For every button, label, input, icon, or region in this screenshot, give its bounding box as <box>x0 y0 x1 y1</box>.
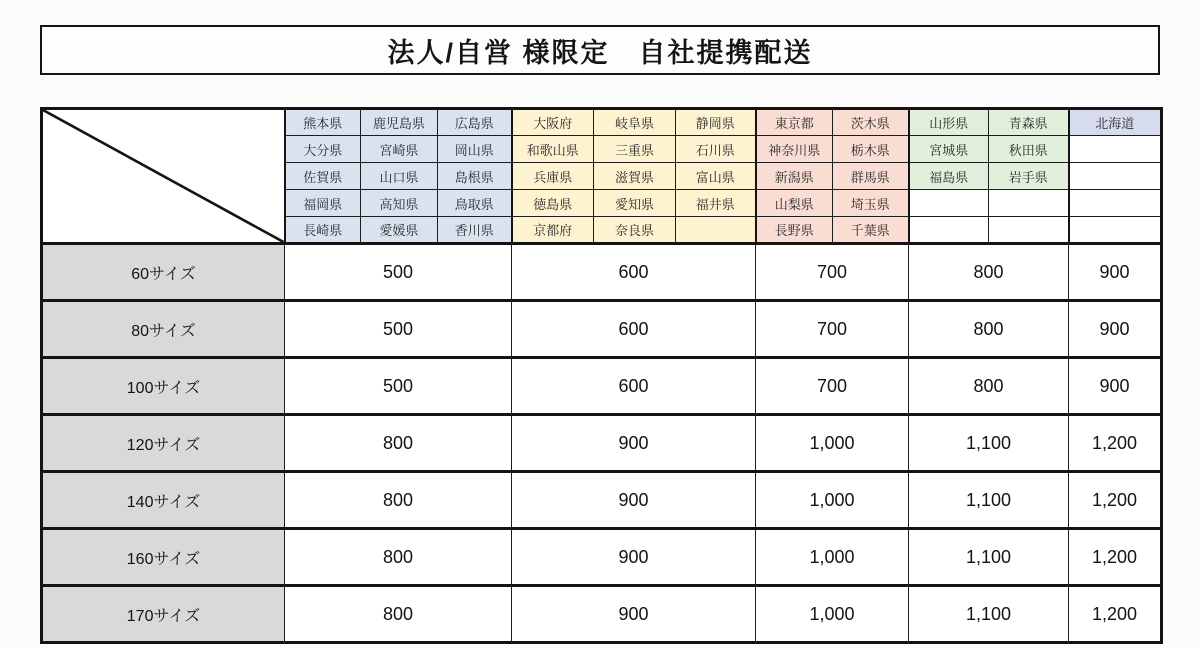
prefecture-cell: 広島県 <box>438 109 512 136</box>
price-cell: 1,200 <box>1069 529 1162 586</box>
prefecture-cell: 宮崎県 <box>361 136 438 163</box>
size-row-100 <box>42 358 1162 415</box>
prefecture-cell: 愛媛県 <box>361 217 438 244</box>
prefecture-cell: 京都府 <box>512 217 594 244</box>
price-cell: 1,000 <box>756 415 909 472</box>
prefecture-cell: 千葉県 <box>833 217 909 244</box>
prefecture-cell: 神奈川県 <box>756 136 833 163</box>
size-label: 60サイズ <box>42 244 285 301</box>
price-cell: 800 <box>909 358 1069 415</box>
prefecture-cell: 東京都 <box>756 109 833 136</box>
prefecture-cell: 栃木県 <box>833 136 909 163</box>
shipping-rate-table <box>40 107 1163 644</box>
prefecture-cell: 愛知県 <box>594 190 676 217</box>
prefecture-cell: 岩手県 <box>989 163 1069 190</box>
price-cell: 600 <box>512 358 756 415</box>
price-cell: 500 <box>285 244 512 301</box>
size-row-170 <box>42 586 1162 643</box>
size-label: 140サイズ <box>42 472 285 529</box>
price-cell: 600 <box>512 244 756 301</box>
price-cell: 700 <box>756 358 909 415</box>
empty-cell <box>676 217 756 244</box>
size-label: 120サイズ <box>42 415 285 472</box>
prefecture-cell: 北海道 <box>1069 109 1162 136</box>
price-cell: 900 <box>512 586 756 643</box>
title-box <box>40 25 1160 75</box>
price-cell: 900 <box>512 472 756 529</box>
prefecture-cell: 香川県 <box>438 217 512 244</box>
price-cell: 900 <box>1069 244 1162 301</box>
price-cell: 1,000 <box>756 529 909 586</box>
empty-cell <box>1069 217 1162 244</box>
prefecture-cell: 和歌山県 <box>512 136 594 163</box>
price-cell: 800 <box>285 529 512 586</box>
prefecture-cell: 埼玉県 <box>833 190 909 217</box>
price-cell: 1,100 <box>909 529 1069 586</box>
empty-cell <box>989 217 1069 244</box>
size-row-120 <box>42 415 1162 472</box>
prefecture-cell: 佐賀県 <box>285 163 361 190</box>
prefecture-cell: 熊本県 <box>285 109 361 136</box>
prefecture-cell: 島根県 <box>438 163 512 190</box>
prefecture-cell: 福井県 <box>676 190 756 217</box>
price-cell: 1,000 <box>756 586 909 643</box>
empty-cell <box>1069 163 1162 190</box>
prefecture-cell: 奈良県 <box>594 217 676 244</box>
diagonal-line-icon <box>43 110 284 242</box>
prefecture-cell: 岐阜県 <box>594 109 676 136</box>
price-cell: 900 <box>512 529 756 586</box>
prefecture-cell: 秋田県 <box>989 136 1069 163</box>
prefecture-cell: 大阪府 <box>512 109 594 136</box>
price-cell: 1,100 <box>909 472 1069 529</box>
price-cell: 1,200 <box>1069 472 1162 529</box>
price-cell: 800 <box>285 415 512 472</box>
price-cell: 700 <box>756 244 909 301</box>
price-cell: 800 <box>285 586 512 643</box>
prefecture-cell: 福岡県 <box>285 190 361 217</box>
prefecture-cell: 長崎県 <box>285 217 361 244</box>
empty-cell <box>989 190 1069 217</box>
diagonal-header-cell <box>42 109 285 244</box>
prefecture-cell: 青森県 <box>989 109 1069 136</box>
prefecture-cell: 山梨県 <box>756 190 833 217</box>
price-cell: 1,100 <box>909 415 1069 472</box>
prefecture-cell: 富山県 <box>676 163 756 190</box>
prefecture-cell: 滋賀県 <box>594 163 676 190</box>
size-label: 170サイズ <box>42 586 285 643</box>
empty-cell <box>909 190 989 217</box>
price-cell: 500 <box>285 358 512 415</box>
prefecture-cell: 山口県 <box>361 163 438 190</box>
prefecture-cell: 長野県 <box>756 217 833 244</box>
price-cell: 800 <box>285 472 512 529</box>
prefecture-cell: 新潟県 <box>756 163 833 190</box>
price-cell: 900 <box>512 415 756 472</box>
price-cell: 600 <box>512 301 756 358</box>
size-row-60 <box>42 244 1162 301</box>
price-cell: 900 <box>1069 358 1162 415</box>
prefecture-cell: 山形県 <box>909 109 989 136</box>
price-cell: 1,000 <box>756 472 909 529</box>
price-cell: 1,200 <box>1069 586 1162 643</box>
price-cell: 700 <box>756 301 909 358</box>
empty-cell <box>1069 136 1162 163</box>
prefecture-cell: 宮城県 <box>909 136 989 163</box>
prefecture-cell: 大分県 <box>285 136 361 163</box>
prefecture-cell: 鹿児島県 <box>361 109 438 136</box>
size-label: 100サイズ <box>42 358 285 415</box>
prefecture-cell: 石川県 <box>676 136 756 163</box>
prefecture-cell: 群馬県 <box>833 163 909 190</box>
empty-cell <box>1069 190 1162 217</box>
prefecture-cell: 福島県 <box>909 163 989 190</box>
header-row-1 <box>42 109 1162 136</box>
prefecture-cell: 鳥取県 <box>438 190 512 217</box>
size-row-140 <box>42 472 1162 529</box>
price-cell: 1,200 <box>1069 415 1162 472</box>
prefecture-cell: 三重県 <box>594 136 676 163</box>
prefecture-cell: 静岡県 <box>676 109 756 136</box>
size-row-80 <box>42 301 1162 358</box>
prefecture-cell: 茨木県 <box>833 109 909 136</box>
page-title: 法人/自営 様限定 自社提携配送 <box>387 37 813 68</box>
price-cell: 500 <box>285 301 512 358</box>
price-cell: 800 <box>909 301 1069 358</box>
price-cell: 800 <box>909 244 1069 301</box>
size-label: 80サイズ <box>42 301 285 358</box>
price-cell: 1,100 <box>909 586 1069 643</box>
price-cell: 900 <box>1069 301 1162 358</box>
prefecture-cell: 兵庫県 <box>512 163 594 190</box>
prefecture-cell: 徳島県 <box>512 190 594 217</box>
prefecture-cell: 岡山県 <box>438 136 512 163</box>
empty-cell <box>909 217 989 244</box>
prefecture-cell: 高知県 <box>361 190 438 217</box>
size-label: 160サイズ <box>42 529 285 586</box>
size-row-160 <box>42 529 1162 586</box>
